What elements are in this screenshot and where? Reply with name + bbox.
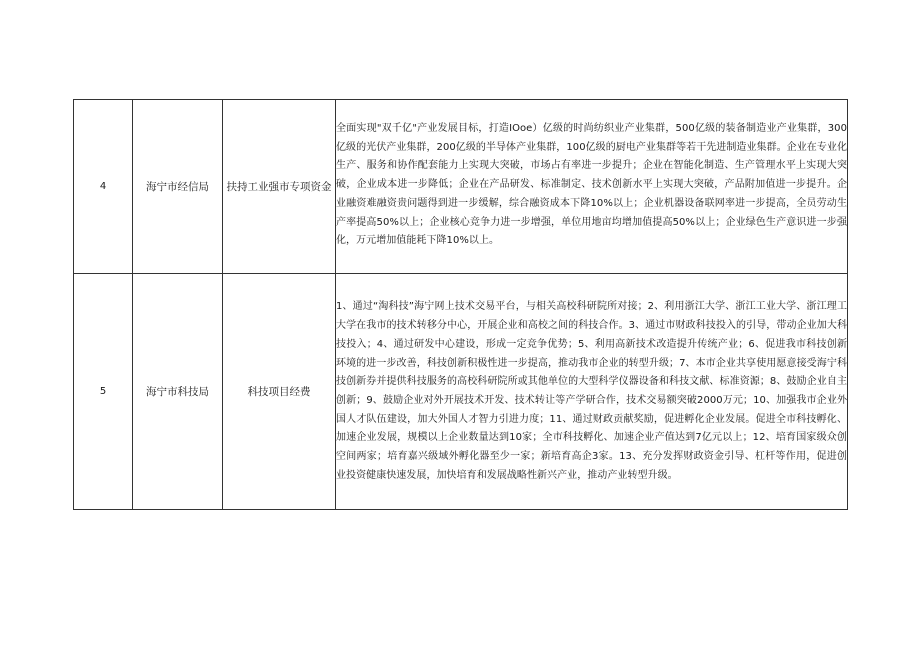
content-text: 全面实现"双千亿"产业发展目标，打造IOoe）亿级的时尚纺织业产业集群，500亿级的装备制造业产业集群，300亿级的光伏产业集群，200亿级的半导体产业集群，100亿级的厨电产业集群等若干先进制造业集群。企业在专业化生产、服务和协作配套能力上实现大突破，市场占有率进一步提升；企业在智能化制造、生产管理水平上实现大突破，企业成本进一步降低；企业在产品研发、标准制定、技术创新水平上实现大突破，产品附加值进一步提升。企业融资难融资贵问题得到进一步缓解，综合融资成本下降10%以上；企业机器设备联网率进一步提高，全员劳动生产率提高50%以上；企业核心竞争力进一步增强，单位用地亩均增加值提高50%以上；企业绿色生产意识进一步强化，万元增加值能耗下降10%以上。 <box>336 123 847 247</box>
row-number: 5 <box>74 274 133 510</box>
project-cell: 扶持工业强市专项资金 <box>223 100 336 274</box>
department-cell: 海宁市科技局 <box>133 274 223 510</box>
row-number: 4 <box>74 100 133 274</box>
content-cell <box>336 100 848 274</box>
table-row <box>74 274 848 510</box>
project-cell: 科技项目经费 <box>223 274 336 510</box>
funding-table <box>73 99 848 510</box>
table-row <box>74 100 848 274</box>
content-cell <box>336 274 848 510</box>
content-text: 1、通过“淘科技”海宁网上技术交易平台，与相关高校科研院所对接；2、利用浙江大学、浙江工业大学、浙江理工大学在我市的技术转移分中心，开展企业和高校之间的科技合作。3、通过市财政科技投入的引导，带动企业加大科技投入；4、通过研发中心建设，形成一定竞争优势；5、利用高新技术改造提升传统产业；6、促进我市科技创新环境的进一步改善，科技创新积极性进一步提高，推动我市企业的转型升级；7、本市企业共享使用愿意接受海宁科技创新券并提供科技服务的高校科研院所或其他单位的大型科学仪器设备和科技文献、标准资源；8、鼓励企业自主创新；9、鼓励企业对外开展技术开发、技术转让等产学研合作，技术交易额突破2000万元；10、加强我市企业外国人才队伍建设，加大外国人才智力引进力度；11、通过财政贡献奖励，促进孵化企业发展。促进全市科技孵化、加速企业发展，规模以上企业数量达到10家；全市科技孵化、加速企业产值达到7亿元以上；12、培育国家级众创空间两家；培育嘉兴级域外孵化器至少一家；新培育高企3家。13、充分发挥财政资金引导、杠杆等作用，促进创业投资健康快速发展，加快培育和发展战略性新兴产业，推动产业转型升级。 <box>336 301 847 481</box>
department-cell: 海宁市经信局 <box>133 100 223 274</box>
